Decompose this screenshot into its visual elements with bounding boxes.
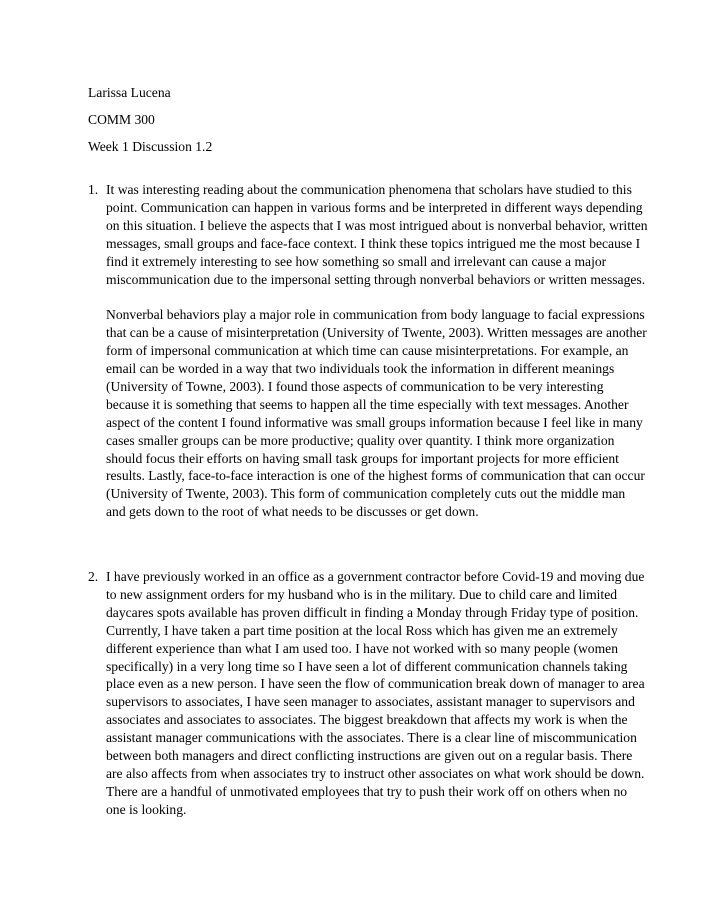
list-item-number: 2. xyxy=(88,569,99,584)
list-item xyxy=(88,568,648,819)
list-item xyxy=(88,181,648,521)
list-item-number: 1. xyxy=(88,182,99,197)
paragraph: Nonverbal behaviors play a major role in communication from body language to facial expressions that can be a cause of misinterpretation (University of Twente, 2003). Written messages are another form of impersonal communication at which time can cause misinterpretations. For example, an email can be worded in a way that two individuals took the information in different meanings (University of Towne, 2003). I found those aspects of communication to be very interesting because it is something that seems to happen all the time especially with text messages. Another aspect of the content I found informative was small groups information because I feel like in many cases smaller groups can be more productive; quality over quantity. I think more organization should focus their efforts on having small task groups for important projects for more efficient results. Lastly, face-to-face interaction is one of the highest forms of communication that can occur (University of Twente, 2003). This form of communication completely cuts out the middle man and gets down to the root of what needs to be discusses or get down. xyxy=(106,307,647,520)
list-item-body xyxy=(106,568,648,819)
document-title: Week 1 Discussion 1.2 xyxy=(88,139,213,154)
paragraph: It was interesting reading about the communication phenomena that scholars have studied to this point. Communication can happen in various forms and be interpreted in different ways depending on this situation. I believe the aspects that I was most intrigued about is nonverbal behavior, written messages, small groups and face-face context. I think these topics intrigued me the most because I find it extremely interesting to see how something so small and irrelevant can cause a major miscommunication due to the impersonal setting through nonverbal behaviors or written messages. xyxy=(106,182,648,287)
course-code: COMM 300 xyxy=(88,112,155,127)
list-item-body xyxy=(106,181,648,521)
author-name: Larissa Lucena xyxy=(88,85,171,100)
paragraph: I have previously worked in an office as a government contractor before Covid-19 and moving due to new assignment orders for my husband who is in the military. Due to child care and limited daycares spots available has proven difficult in finding a Monday through Friday type of position. Currently, I have taken a part time position at the local Ross which has given me an extremely different experience than what I am used too. I have not worked with so many people (women specifically) in a very long time so I have seen a lot of different communication channels taking place even as a new person. I have seen the flow of communication break down of manager to area supervisors to associates, I have seen manager to associates, assistant manager to supervisors and associates and associates to associates. The biggest breakdown that affects my work is when the assistant manager communications with the associates. There is a clear line of miscommunication between both managers and direct conflicting instructions are given out on a regular basis. There are also affects from when associates try to instruct other associates on what work should be down. There are a handful of unmotivated employees that try to push their work off on others when no one is looking. xyxy=(106,569,645,817)
